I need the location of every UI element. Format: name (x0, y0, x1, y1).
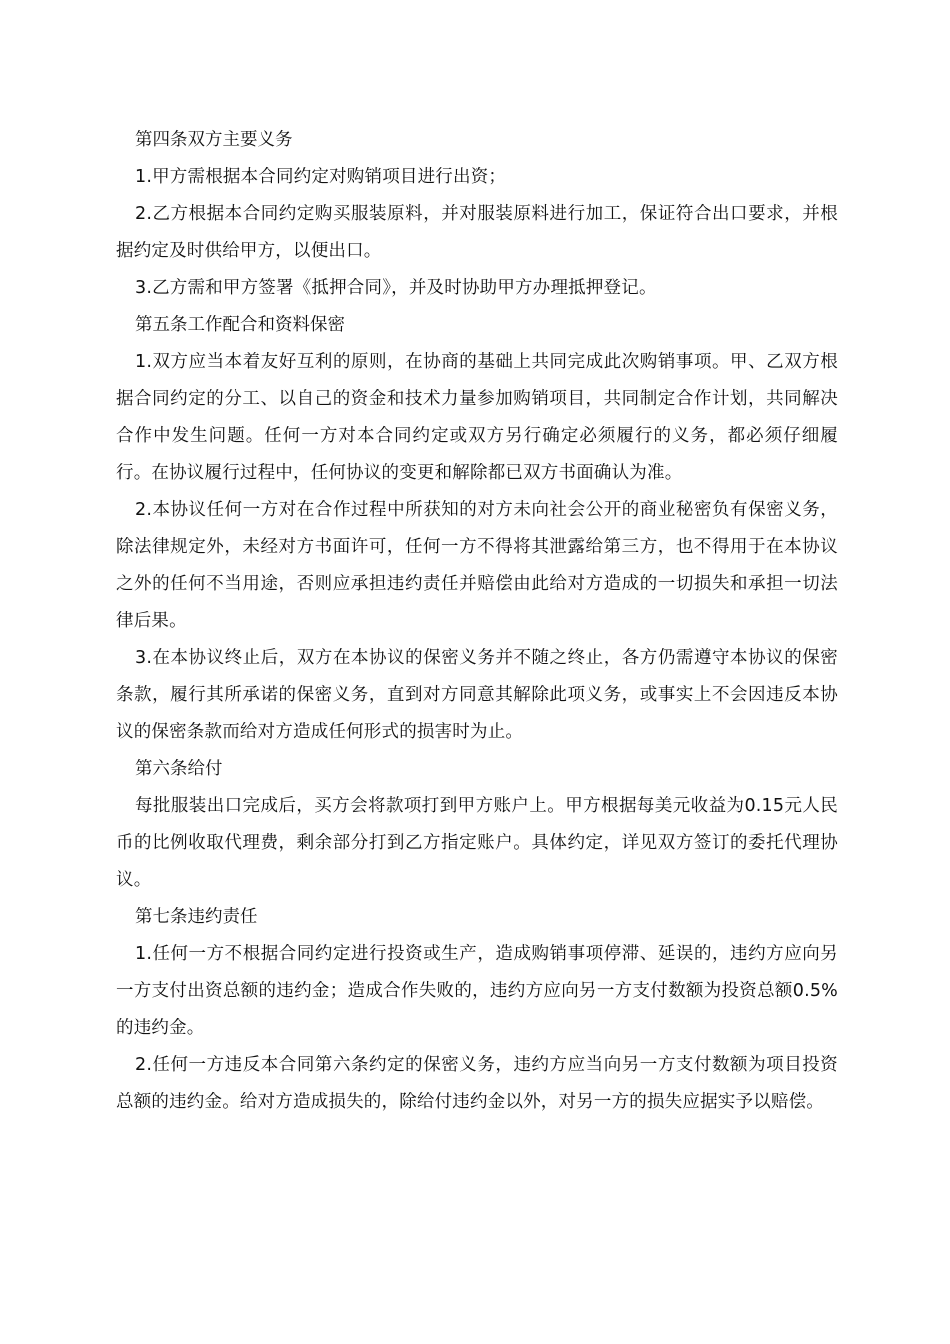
article-6-body: 每批服装出口完成后，买方会将款项打到甲方账户上。甲方根据每美元收益为0.15元人民币的比例收取代理费，剩余部分打到乙方指定账户。具体约定，详见双方签订的委托代理协议。 (116, 796, 838, 890)
article-4-clause-3: 3.乙方需和甲方签署《抵押合同》，并及时协助甲方办理抵押登记。 (135, 278, 657, 298)
article-6-heading: 第六条给付 (135, 759, 223, 779)
article-4-clause-2: 2.乙方根据本合同约定购买服装原料，并对服装原料进行加工，保证符合出口要求，并根据约定及时供给甲方，以便出口。 (116, 204, 838, 261)
article-5-clause-2: 2.本协议任何一方对在合作过程中所获知的对方未向社会公开的商业秘密负有保密义务，除法律规定外，未经对方书面许可，任何一方不得将其泄露给第三方，也不得用于在本协议之外的任何不当用途，否则应承担违约责任并赔偿由此给对方造成的一切损失和承担一切法律后果。 (116, 500, 838, 631)
article-7-clause-1: 1.任何一方不根据合同约定进行投资或生产，造成购销事项停滞、延误的，违约方应向另一方支付出资总额的违约金；造成合作失败的，违约方应向另一方支付数额为投资总额0.5%的违约金。 (116, 944, 838, 1038)
article-7-clause-2: 2.任何一方违反本合同第六条约定的保密义务，违约方应当向另一方支付数额为项目投资总额的违约金。给对方造成损失的，除给付违约金以外，对另一方的损失应据实予以赔偿。 (116, 1055, 838, 1112)
article-4-clause-1: 1.甲方需根据本合同约定对购销项目进行出资； (135, 167, 507, 187)
article-5-clause-3: 3.在本协议终止后，双方在本协议的保密义务并不随之终止，各方仍需遵守本协议的保密条款，履行其所承诺的保密义务，直到对方同意其解除此项义务，或事实上不会因违反本协议的保密条款而给对方造成任何形式的损害时为止。 (116, 648, 838, 742)
article-4-heading: 第四条双方主要义务 (135, 130, 293, 150)
document-page (116, 122, 838, 1121)
article-7-heading: 第七条违约责任 (135, 907, 258, 927)
article-5-clause-1: 1.双方应当本着友好互利的原则，在协商的基础上共同完成此次购销事项。甲、乙双方根据合同约定的分工、以自己的资金和技术力量参加购销项目，共同制定合作计划，共同解决合作中发生问题。任何一方对本合同约定或双方另行确定必须履行的义务，都必须仔细履行。在协议履行过程中，任何协议的变更和解除都已双方书面确认为准。 (116, 352, 838, 483)
article-5-heading: 第五条工作配合和资料保密 (135, 315, 345, 335)
